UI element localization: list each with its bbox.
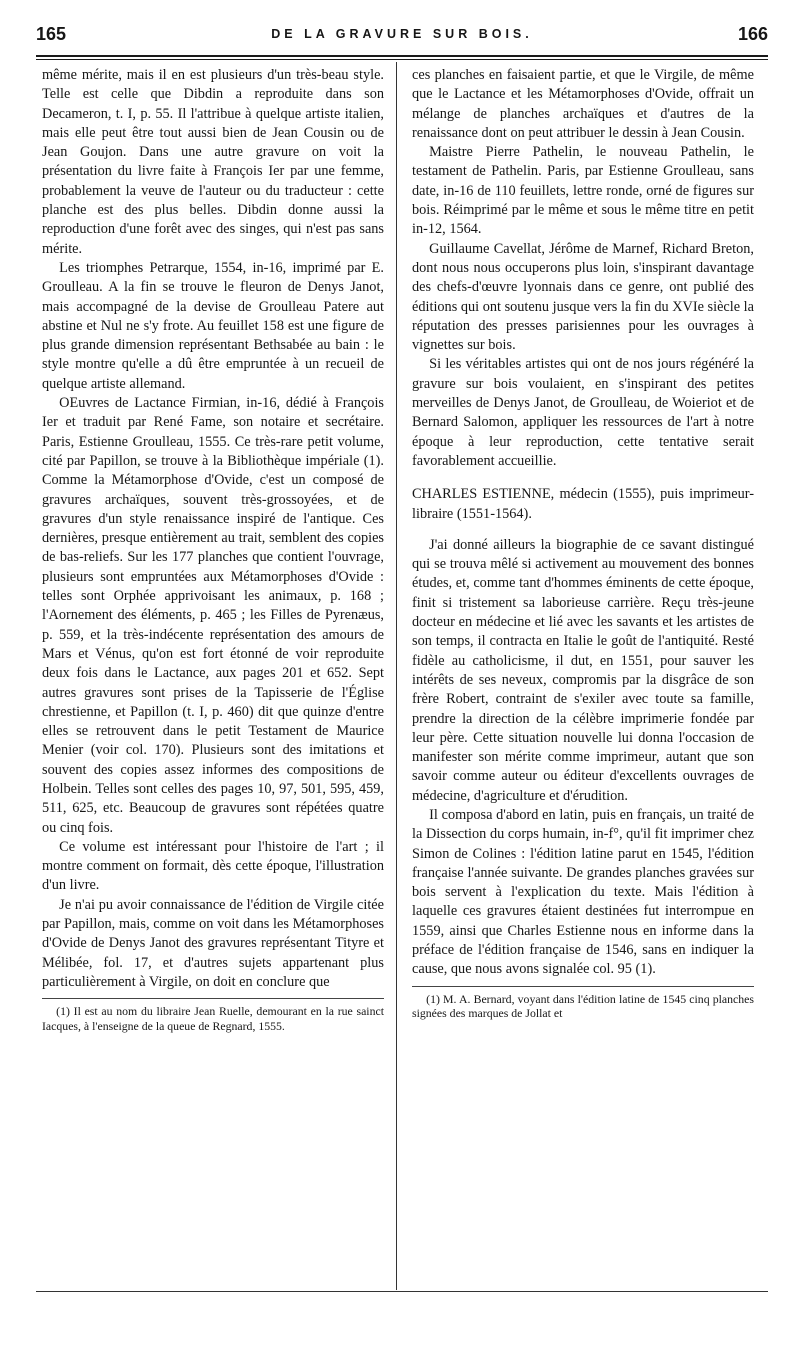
paragraph: Maistre Pierre Pathelin, le nouveau Pathelin, le testament de Pathelin. Paris, par Estienne Groulleau, sans date, in-16 de 110 feuillets, lettre ronde, orné de figures sur bois. Réimprimé par le même et sous le même titre en petit in-12, 1564. <box>412 144 754 238</box>
paragraph: Je n'ai pu avoir connaissance de l'édition de Virgile citée par Papillon, mais, comme on voit dans les Métamorphoses d'Ovide de Denys Janot des gravures représentant Tityre et Mélibée, fol. 17, et d'autres sujets appartenant plus particulièrement à Virgile, on doit en conclure que <box>42 896 384 990</box>
paragraph: J'ai donné ailleurs la biographie de ce savant distingué qui se trouva mêlé si activement au mouvement des bonnes études, et, comme tant d'hommes éminents de cette époque, finit si tristement sa laborieuse carrière. Reçu très-jeune docteur en médecine et lié avec les savants et les artistes de son temps, il contracta en Italie le goût de l'antiquité. Resté fidèle au catholicisme, il dut, en 1551, pour sauver les intérêts de ses neveux, compromis par la disgrâce de son frère Robert, contraint de s'exiler avec toute sa famille, prendre la direction de la célèbre imprimerie fondée par leur père. Cette situation nouvelle lui donna l'occasion de manifester son mérite comme imprimeur, autant que son savoir comme auteur ou éditeur d'excellents ouvrages de médecine, d'agriculture et d'érudition. <box>412 536 754 804</box>
paragraph: Ce volume est intéressant pour l'histoire de l'art ; il montre comment on formait, dès cette époque, l'illustration d'un livre. <box>42 838 384 894</box>
header-rule <box>36 55 768 57</box>
left-column <box>42 66 384 1033</box>
footnote-separator <box>42 998 384 999</box>
paragraph: Les triomphes Petrarque, 1554, in-16, imprimé par E. Groulleau. A la fin se trouve le fleuron de Denys Janot, mais accompagné de la devise de Groulleau Patere aut abstine et Nul ne s'y frote. Au feuillet 158 est une figure de plus grande dimension représentant Bethsabée au bain : le style montre qu'elle a dû être empruntée à un recueil de quelque artiste allemand. <box>42 259 384 392</box>
paragraph: même mérite, mais il en est plusieurs d'un très-beau style. Telle est celle que Dibdin a reproduite dans son Decameron, t. I, p. 55. Il l'attribue à quelque artiste italien, mais elle peut être tout aussi bien de Jean Cousin ou de Jean Goujon. Dans une autre gravure on voit la présentation du livre faite à François Ier par une femme, probablement la veuve de l'auteur ou du traducteur : cette planche est des plus belles. Dibdin donne aussi la reproduction d'une forêt avec des singes, qui n'est pas sans mérite. <box>42 67 384 257</box>
page-number-right: 166 <box>737 24 768 44</box>
paragraph: Si les véritables artistes qui ont de nos jours régénéré la gravure sur bois voulaient, en s'inspirant des petites merveilles de Denys Janot, de Groulleau, de Woieriot et de Bernard Salomon, appliquer les ressources de l'art à notre époque à leur reproduction, cette tentative serait favorablement accueillie. <box>412 356 754 469</box>
header-rule-thin <box>36 59 768 60</box>
paragraph: OEuvres de Lactance Firmian, in-16, dédié à François Ier et traduit par René Fame, son notaire et secrétaire. Paris, Estienne Groulleau, 1555. Ce très-rare petit volume, cité par Papillon, se trouve à la Bibliothèque impériale (1). Comme la Métamorphose d'Ovide, c'est un composé de gravures archaïques, souvent très-grossoyées, et de gravures d'un style renaissance inspiré de l'antique. Ces dernières, presque entièrement au trait, semblent des copies de bas-reliefs. Sur les 177 planches que contient l'ouvrage, plusieurs sont empruntées aux Métamorphoses d'Ovide : telles sont Orphée apprivoisant les animaux, p. 168 ; l'Aornement des éléments, p. 465 ; les Filles de Pyrenæus, p. 559, et la très-indécente représentation des amours de Mars et Vénus, qu'on est fort étonné de voir reproduite deux fois dans le Lactance, aux pages 201 et 652. Sept autres gravures sont prises de la Tapisserie de l'Église chrestienne, et Papillon (t. I, p. 460) dit que quinze d'entre elles se retrouvent dans le petit Testament de Maurice Menier (voir col. 170). Plusieurs sont des imitations et souvent des copies assez informes des compositions de Holbein. Telles sont celles des pages 10, 97, 501, 595, 459, 511, 625, etc. Beaucoup de gravures sont répétées quatre ou cinq fois. <box>42 395 384 836</box>
column-divider <box>396 62 397 1290</box>
running-title: DE LA GRAVURE SUR BOIS. <box>271 27 533 41</box>
page-header <box>36 24 768 50</box>
entry-heading: CHARLES ESTIENNE, médecin (1555), puis imprimeur-libraire (1551-1564). <box>412 486 754 522</box>
footnote: (1) M. A. Bernard, voyant dans l'édition latine de 1545 cinq planches signées des marques de Jollat et <box>412 991 754 1021</box>
paragraph: Guillaume Cavellat, Jérôme de Marnef, Richard Breton, dont nous nous occuperons plus loin, s'inspirant davantage des chefs-d'œuvre lyonnais dans ce genre, ont publié des éditions qui ont soutenu jusque vers la fin du XVIe siècle la réputation des presses parisiennes pour les ouvrages à vignettes sur bois. <box>412 240 754 354</box>
page-number-left: 165 <box>36 24 67 44</box>
paragraph: Il composa d'abord en latin, puis en français, un traité de la Dissection du corps humain, in-f°, qu'il fit imprimer chez Simon de Colines : l'édition latine parut en 1545, l'édition française l'année suivante. De grandes planches gravées sur bois servent à l'explication du texte. Mais l'édition à laquelle ces gravures étaient destinées fut interrompue en 1559, ainsi que Charles Estienne nous en informe dans la préface de l'édition française de 1546, sans en indiquer la cause, que nous avons signalée col. 95 (1). <box>412 806 754 978</box>
footnote-separator <box>412 986 754 987</box>
paragraph: ces planches en faisaient partie, et que le Virgile, de même que le Lactance et les Métamorphoses d'Ovide, offrait un mélange de planches archaïques et d'autres de la renaissance dont on peut attribuer le dessin à Jean Cousin. <box>412 67 754 141</box>
footnote: (1) Il est au nom du libraire Jean Ruelle, demourant en la rue sainct Iacques, à l'enseigne de la queue de Regnard, 1555. <box>42 1004 384 1033</box>
bottom-rule <box>36 1291 768 1292</box>
right-column <box>412 66 754 1021</box>
